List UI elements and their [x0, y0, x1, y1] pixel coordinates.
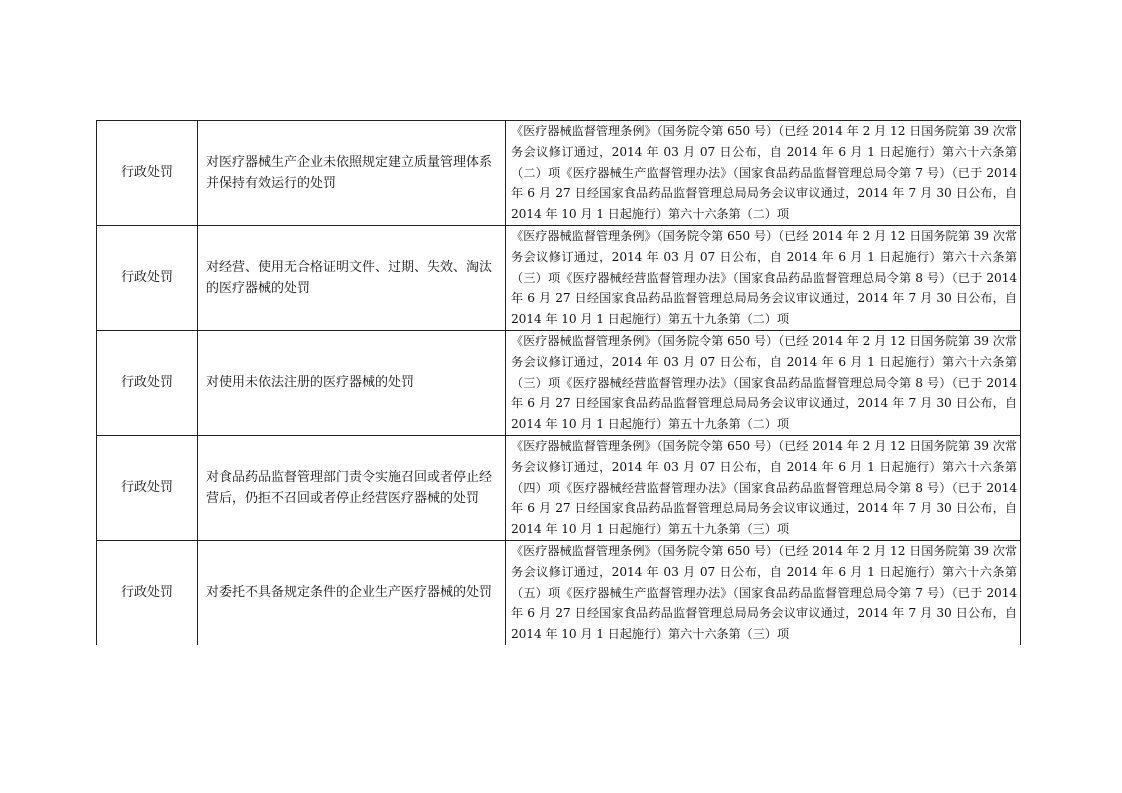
legal-basis-cell: 《医疗器械监督管理条例》（国务院令第 650 号）（已经 2014 年 2 月 12 日国务院第 39 次常务会议修订通过，2014 年 03 月 07 日公布，自 2014 年 6 月 1 日起施行）第六十六条第（三）项《医疗器械经营监督管理办法》（国家食品药品监督管理总局令第 8 号）（已于 2014 年 6 月 27 日经国家食品药品监督管理总局局务会议审议通过，2014 年 7 月 30 日公布，自 2014 年 10 月 1 日起施行）第五十九条第（二）项	[506, 330, 1021, 435]
penalty-category-cell: 行政处罚	[97, 225, 198, 330]
penalty-item-cell: 对委托不具备规定条件的企业生产医疗器械的处罚	[198, 540, 506, 644]
table-row	[97, 435, 1021, 540]
legal-basis-cell: 《医疗器械监督管理条例》（国务院令第 650 号）（已经 2014 年 2 月 12 日国务院第 39 次常务会议修订通过，2014 年 03 月 07 日公布，自 2014 年 6 月 1 日起施行）第六十六条第（三）项《医疗器械经营监督管理办法》（国家食品药品监督管理总局令第 8 号）（已于 2014 年 6 月 27 日经国家食品药品监督管理总局局务会议审议通过，2014 年 7 月 30 日公布，自 2014 年 10 月 1 日起施行）第五十九条第（二）项	[506, 225, 1021, 330]
legal-basis-cell: 《医疗器械监督管理条例》（国务院令第 650 号）（已经 2014 年 2 月 12 日国务院第 39 次常务会议修订通过，2014 年 03 月 07 日公布，自 2014 年 6 月 1 日起施行）第六十六条第（二）项《医疗器械生产监督管理办法》（国家食品药品监督管理总局令第 7 号）（已于 2014 年 6 月 27 日经国家食品药品监督管理总局局务会议审议通过，2014 年 7 月 30 日公布，自 2014 年 10 月 1 日起施行）第六十六条第（二）项	[506, 121, 1021, 226]
table-row	[97, 225, 1021, 330]
penalty-item-cell: 对医疗器械生产企业未依照规定建立质量管理体系并保持有效运行的处罚	[198, 121, 506, 226]
penalty-category-cell: 行政处罚	[97, 121, 198, 226]
table-row	[97, 330, 1021, 435]
penalty-category-cell: 行政处罚	[97, 540, 198, 644]
penalty-item-cell: 对使用未依法注册的医疗器械的处罚	[198, 330, 506, 435]
legal-basis-cell: 《医疗器械监督管理条例》（国务院令第 650 号）（已经 2014 年 2 月 12 日国务院第 39 次常务会议修订通过，2014 年 03 月 07 日公布，自 2014 年 6 月 1 日起施行）第六十六条第（四）项《医疗器械经营监督管理办法》（国家食品药品监督管理总局令第 8 号）（已于 2014 年 6 月 27 日经国家食品药品监督管理总局局务会议审议通过，2014 年 7 月 30 日公布，自 2014 年 10 月 1 日起施行）第五十九条第（三）项	[506, 435, 1021, 540]
penalty-category-cell: 行政处罚	[97, 435, 198, 540]
penalty-item-cell: 对经营、使用无合格证明文件、过期、失效、淘汰的医疗器械的处罚	[198, 225, 506, 330]
table-row	[97, 121, 1021, 226]
penalty-category-cell: 行政处罚	[97, 330, 198, 435]
legal-basis-cell: 《医疗器械监督管理条例》（国务院令第 650 号）（已经 2014 年 2 月 12 日国务院第 39 次常务会议修订通过，2014 年 03 月 07 日公布，自 2014 年 6 月 1 日起施行）第六十六条第（五）项《医疗器械生产监督管理办法》（国家食品药品监督管理总局令第 7 号）（已于 2014 年 6 月 27 日经国家食品药品监督管理总局局务会议审议通过，2014 年 7 月 30 日公布，自 2014 年 10 月 1 日起施行）第六十六条第（三）项	[506, 540, 1021, 644]
penalty-table-body	[97, 121, 1021, 645]
penalty-table	[96, 120, 1021, 645]
table-row	[97, 540, 1021, 644]
penalty-item-cell: 对食品药品监督管理部门责令实施召回或者停止经营后，仍拒不召回或者停止经营医疗器械的处罚	[198, 435, 506, 540]
